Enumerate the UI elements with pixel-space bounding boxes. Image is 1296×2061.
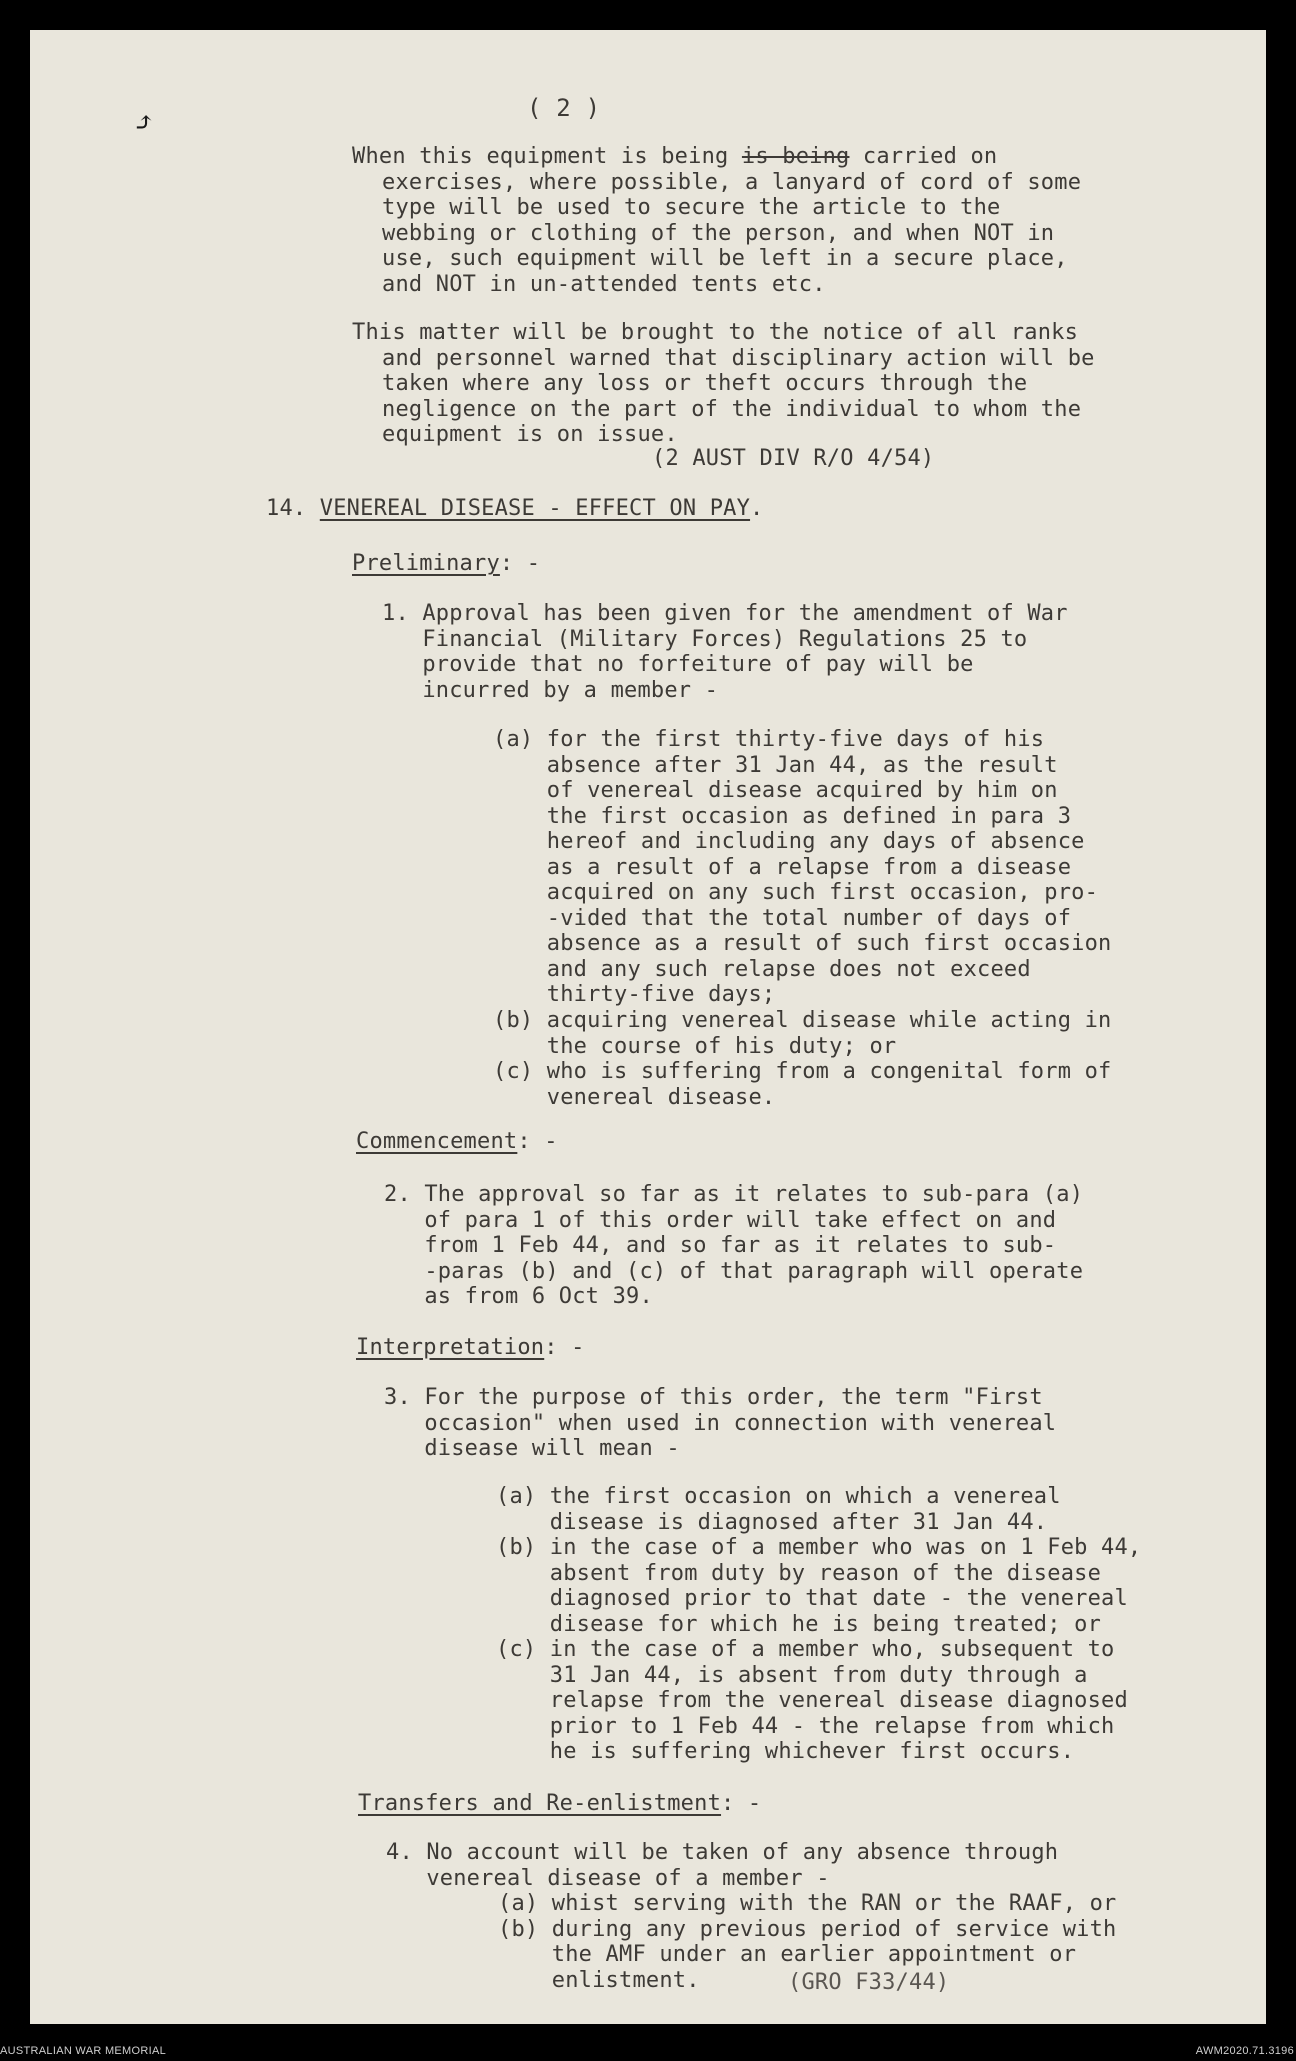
para-1-item-a: (a) for the first thirty-five days of his absence after 31 Jan 44, as the result of venereal disease acquired by him on the first occasion as defined in para 3 hereof and including any days of absence as a result of a relapse from a disease acquired on any such first occasion, pro- -vided that the total number of days of absence as a result of such first occasion and any such relapse does not exceed thirty-five days; — [493, 727, 1112, 1007]
notice-line-4: negligence on the part of the individual to whom the — [382, 396, 1082, 422]
para-4-item-b: (b) during any previous period of service with the AMF under an earlier appointment or enlistment. — [498, 1916, 1117, 1993]
notice-line-3: taken where any loss or theft occurs through the — [382, 371, 1028, 396]
intro-line-2: exercises, where possible, a lanyard of cord of some — [382, 169, 1082, 195]
notice-line-1: This matter will be brought to the notice of all ranks — [352, 320, 1079, 345]
notice-reference: (2 AUST DIV R/O 4/54) — [652, 446, 935, 471]
para-1-line-3: provide that no forfeiture of pay will be — [382, 652, 974, 677]
footer-accession-number: AWM2020.71.3196 — [1195, 2045, 1294, 2057]
intro-line-3: type will be used to secure the article to the — [382, 195, 1001, 220]
para-1-item-b: (b) acquiring venereal disease while acting in the course of his duty; or — [493, 1008, 1112, 1059]
para-1-line-4: incurred by a member - — [382, 677, 719, 703]
para-4-item-a: (a) whist serving with the RAN or the RAAF, or — [498, 1891, 1117, 1916]
intro-line-1: When this equipment is being is being carried on — [352, 144, 998, 169]
struck-text: is being — [741, 144, 850, 169]
paragraph-3: 3. For the purpose of this order, the term "First occasion" when used in connection with venereal disease will mean - — [384, 1385, 1057, 1461]
transfers-heading: Transfers and Re-enlistment: - — [358, 1791, 762, 1816]
section-title: VENEREAL DISEASE - EFFECT ON PAY — [319, 496, 751, 521]
para-1-line-1: 1. Approval has been given for the amendment of War — [382, 601, 1068, 626]
document-page — [30, 30, 1266, 2024]
preliminary-heading: Preliminary: - — [352, 551, 541, 576]
notice-line-2: and personnel warned that disciplinary action will be — [382, 345, 1095, 371]
para-1-item-c: (c) who is suffering from a congenital form of venereal disease. — [493, 1059, 1112, 1110]
section-number: 14. — [266, 496, 307, 521]
para-3-item-c: (c) in the case of a member who, subsequent to 31 Jan 44, is absent from duty through a relapse from the venereal disease diagnosed prior to 1 Feb 44 - the relapse from which he is suffering whichever first occurs. — [496, 1637, 1128, 1764]
para-1-line-2: Financial (Military Forces) Regulations 25 to — [382, 626, 1028, 652]
notice-line-5: equipment is on issue. — [382, 422, 678, 447]
interpretation-heading: Interpretation: - — [356, 1335, 585, 1360]
intro-line-4: webbing or clothing of the person, and when NOT in — [382, 220, 1055, 246]
para-3-item-a: (a) the first occasion on which a venereal disease is diagnosed after 31 Jan 44. — [496, 1484, 1061, 1535]
intro-line-6: and NOT in un-attended tents etc. — [382, 271, 826, 297]
transfers-reference: (GRO F33/44) — [788, 1970, 950, 1995]
section-heading: 14. VENEREAL DISEASE - EFFECT ON PAY. — [266, 496, 764, 521]
paragraph-4: 4. No account will be taken of any absence through venereal disease of a member - — [386, 1840, 1059, 1891]
intro-line-5: use, such equipment will be left in a secure place, — [382, 246, 1068, 271]
commencement-heading: Commencement: - — [356, 1129, 558, 1154]
para-3-item-b: (b) in the case of a member who was on 1 Feb 44, absent from duty by reason of the disease diagnosed prior to that date - the venereal disease for which he is being treated; or — [496, 1535, 1142, 1637]
page-number: ( 2 ) — [527, 94, 601, 122]
pencil-mark-icon: ⤴ — [133, 108, 155, 138]
footer-archive-name: AUSTRALIAN WAR MEMORIAL — [0, 2045, 167, 2057]
paragraph-2: 2. The approval so far as it relates to sub-para (a) of para 1 of this order will take effect on and from 1 Feb 44, and so far as it relates to sub- -paras (b) and (c) of that paragraph will operate as from 6 Oct 39. — [384, 1182, 1084, 1309]
